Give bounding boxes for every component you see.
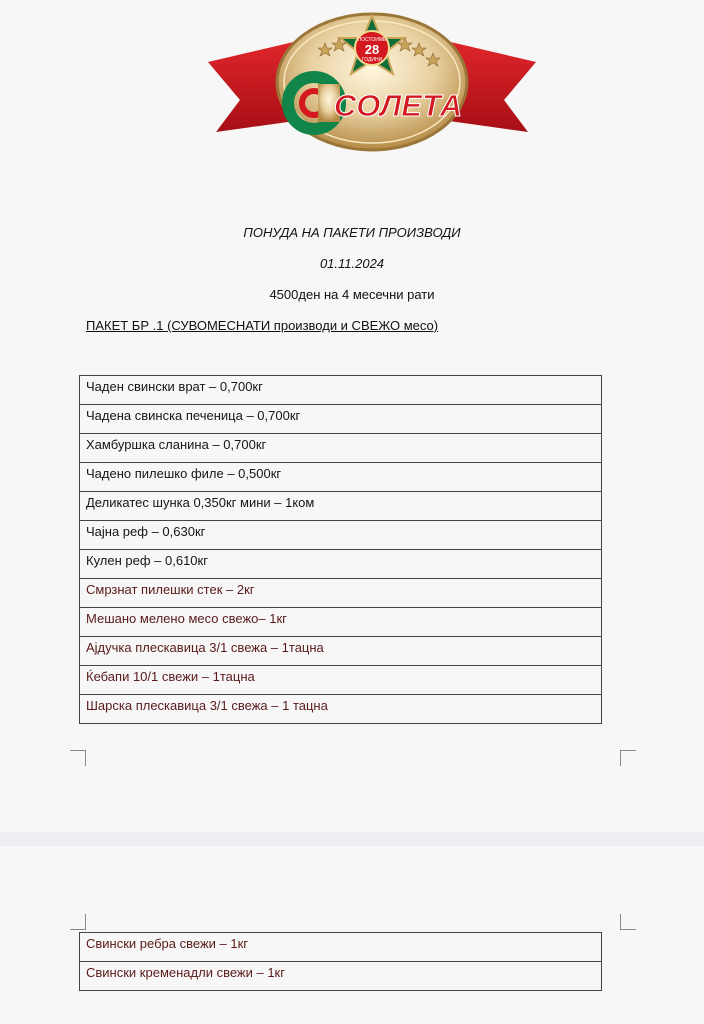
table-row [80,608,602,637]
table-row [80,695,602,724]
table-row [80,579,602,608]
table-row [80,463,602,492]
table-row [80,666,602,695]
page-margin-corner [70,914,86,930]
table-row [80,521,602,550]
product-table-1 [79,375,602,724]
price-line: 4500ден на 4 месечни рати [269,287,435,302]
table-cell: Чаден свински врат – 0,700кг [80,376,602,405]
page-margin-corner [620,914,636,930]
logo-badge-top-text: ПОСТОИМЕ [357,37,387,43]
package-title: ПАКЕТ БР .1 (СУВОМЕСНАТИ производи и СВЕЖО месо) [86,318,439,333]
table-cell: Шарска плескавица 3/1 свежа – 1 тацна [80,695,602,724]
table-row [80,637,602,666]
table-cell: Кулен реф – 0,610кг [80,550,602,579]
table-cell: Чадено пилешко филе – 0,500кг [80,463,602,492]
table-row [80,550,602,579]
table-cell: Свински кременадли свежи – 1кг [80,962,602,991]
table-row [80,376,602,405]
table-cell: Ајдучка плескавица 3/1 свежа – 1тацна [80,637,602,666]
table-row [80,492,602,521]
table-cell: Смрзнат пилешки стек – 2кг [80,579,602,608]
logo-brand-text: СОЛЕТА [333,88,463,123]
page-separator [0,832,704,846]
table-cell: Чадена свинска печеница – 0,700кг [80,405,602,434]
table-cell: Хамбуршка сланина – 0,700кг [80,434,602,463]
product-table-2 [79,932,602,991]
logo-badge-bottom-text: ГОДИНИ [361,57,383,63]
table-cell: Чајна реф – 0,630кг [80,521,602,550]
table-cell: Свински ребра свежи – 1кг [80,933,602,962]
table-row [80,405,602,434]
table-row [80,434,602,463]
table-cell: Деликатес шунка 0,350кг мини – 1ком [80,492,602,521]
logo-badge-number: 28 [364,42,380,57]
document-date: 01.11.2024 [319,256,385,271]
table-cell: Ќебапи 10/1 свежи – 1тацна [80,666,602,695]
table-row [80,933,602,962]
table-row [80,962,602,991]
page-margin-corner [70,750,86,766]
soleta-logo [206,8,538,158]
document-title: ПОНУДА НА ПАКЕТИ ПРОИЗВОДИ [243,225,461,240]
table-cell: Мешано мелено месо свежо– 1кг [80,608,602,637]
page-margin-corner [620,750,636,766]
